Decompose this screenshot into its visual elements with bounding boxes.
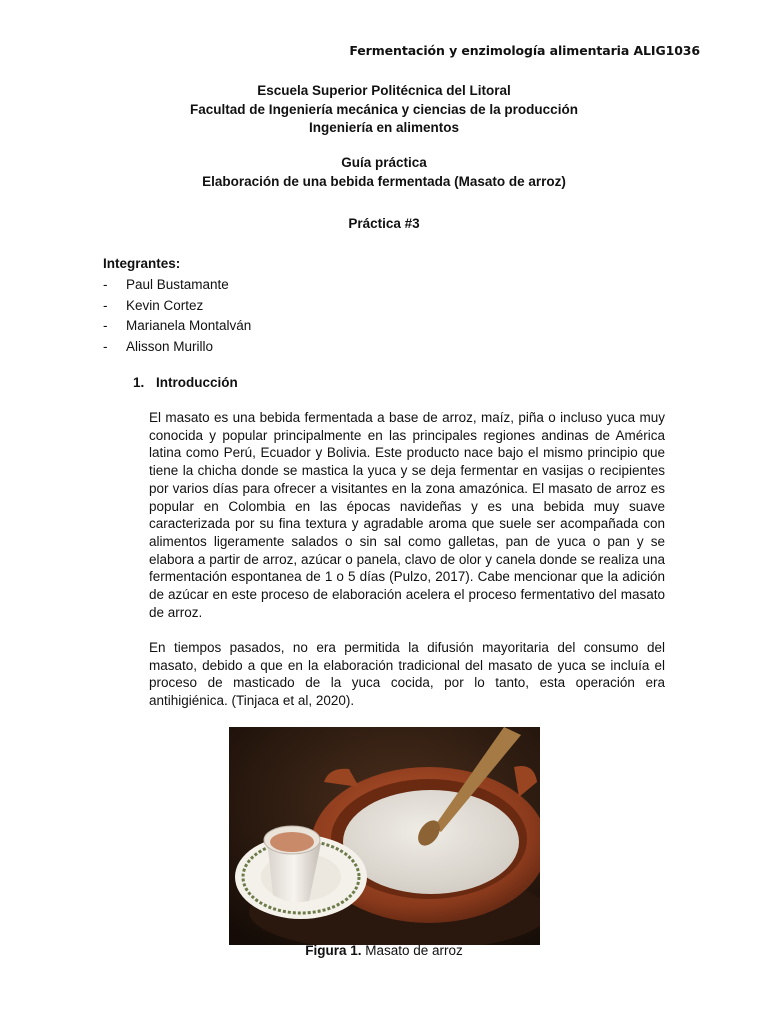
list-dash: -: [103, 277, 108, 292]
list-dash: -: [103, 297, 108, 313]
figure-caption: [0, 943, 768, 958]
guide-type: Guía práctica: [341, 155, 427, 170]
member-name: Marianela Montalván: [126, 318, 252, 333]
guide-title: Elaboración de una bebida fermentada (Masato de arroz): [202, 173, 566, 189]
figure-label: Figura 1.: [305, 943, 362, 958]
figure-caption-text: Masato de arroz: [361, 943, 463, 958]
practice-number: Práctica #3: [348, 216, 420, 231]
member-item: [103, 337, 214, 358]
guide-title-block: [0, 154, 768, 191]
members-label: Integrantes:: [103, 256, 181, 271]
member-name: Paul Bustamante: [126, 277, 229, 292]
program-name: Ingeniería en alimentos: [308, 120, 460, 135]
institution-header: [0, 82, 768, 138]
member-name: Alisson Murillo: [126, 338, 214, 354]
section-number: 1.: [133, 375, 145, 390]
member-item: [103, 316, 252, 337]
institution-name: Escuela Superior Politécnica del Litoral: [257, 83, 511, 98]
history-paragraph: En tiempos pasados, no era permitida la difusión mayoritaria del consumo del masato, debido a que en la elaboración tradicional del masato de yuca se incluía el proceso de masticado de la yuca cocida, por lo tanto, esta operación era antihigiénica. (Tinjaca et al, 2020).: [149, 640, 665, 709]
masato-photo-illustration: [229, 727, 540, 945]
cinnamon-topping: [270, 832, 314, 852]
list-dash: -: [103, 338, 108, 354]
members-section: [103, 255, 252, 357]
course-header: Fermentación y enzimología alimentaria ALIG1036: [349, 43, 700, 58]
intro-paragraph: El masato es una bebida fermentada a base de arroz, maíz, piña o incluso yuca muy conocida y popular principalmente en las principales regiones andinas de América latina como Perú, Ecuador y Bolivia. Este producto nace bajo el mismo principio que tiene la chicha donde se mastica la yuca y se deja fermentar en vasijas o recipientes por varios días para ofrecer a visitantes en la zona amazónica. El masato de arroz es popular en Colombia en las épocas navideñas y es una bebida muy suave caracterizada por su fina textura y agradable aroma que suele ser acompañada con alimentos ligeramente salados o sin sal como galletas, pan de yuca o pan y se elabora a partir de arroz, azúcar o panela, clavo de olor y canela donde se realiza una fermentación espontanea de 1 o 5 días (Pulzo, 2017). Cabe mencionar que la adición de azúcar en este proceso de elaboración acelera el proceso fermentativo del masato de arroz.: [149, 410, 665, 620]
member-item: [103, 296, 204, 317]
section-title: Introducción: [156, 375, 238, 390]
section-heading: [133, 375, 238, 390]
member-item: [103, 275, 229, 296]
list-dash: -: [103, 318, 108, 333]
masato-photo: [229, 727, 540, 945]
faculty-name: Facultad de Ingeniería mecánica y ciencias de la producción: [190, 101, 578, 117]
member-name: Kevin Cortez: [126, 297, 204, 313]
